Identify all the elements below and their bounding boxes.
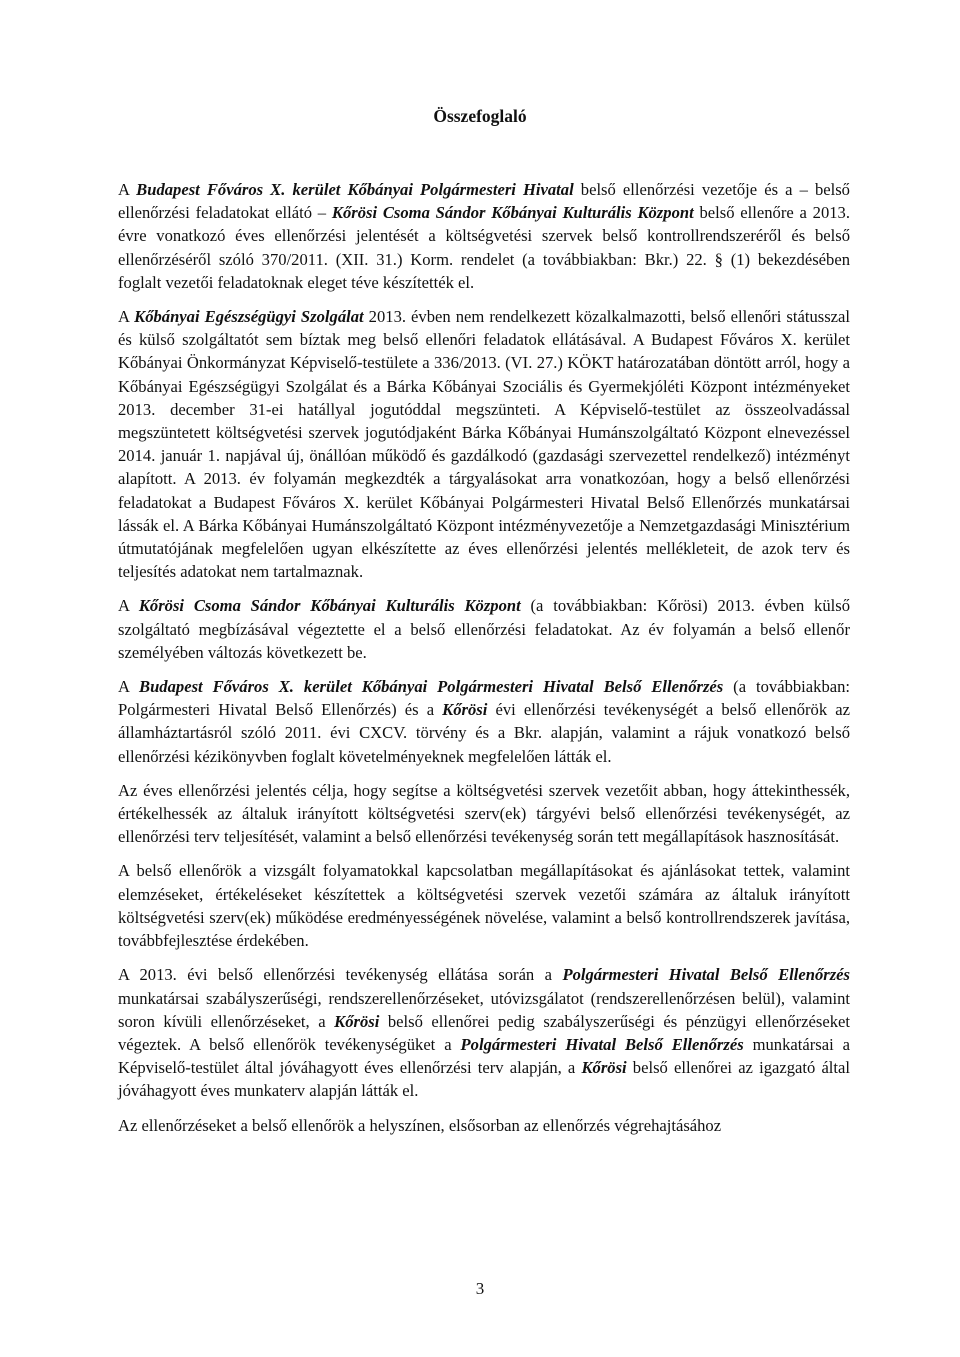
- document-body: [118, 178, 850, 1148]
- body-text: munkatársai a Képviselő-testület által jóváhagyott éves ellenőrzési terv alapján, a: [118, 1034, 850, 1078]
- body-text: A: [118, 677, 140, 697]
- emphasized-text: Kőrösi: [442, 700, 488, 720]
- emphasized-text: Kőrösi: [334, 1011, 380, 1031]
- paragraph-p4: [118, 675, 850, 768]
- paragraph-p8: [118, 1114, 850, 1137]
- paragraph-p2: [118, 305, 850, 583]
- emphasized-text: Kőrösi Csoma Sándor Kőbányai Kulturális Központ: [331, 203, 694, 223]
- body-text: A: [118, 180, 137, 199]
- emphasized-text: Kőrösi: [581, 1058, 627, 1078]
- body-text: évi ellenőrzési tevékenységét a belső ellenőrök az államháztartásról szóló 2011. évi CXCV. törvény és a Bkr. alapján, valamint a rájuk vonatkozó belső ellenőrzési kézikönyvben foglalt követelményeknek megfelelően látták el.: [118, 700, 850, 766]
- emphasized-text: Kőbányai Egészségügyi Szolgálat: [134, 307, 364, 327]
- paragraph-p6: [118, 859, 850, 952]
- paragraph-p1: [118, 178, 850, 294]
- body-text: A: [118, 307, 135, 327]
- page-title: Összefoglaló: [433, 106, 527, 126]
- body-text: belső ellenőrzési vezetője és a – belső ellenőrzési feladatokat ellátó –: [118, 180, 850, 223]
- paragraph-p5: [118, 779, 850, 849]
- body-text: Az éves ellenőrzési jelentés célja, hogy segítse a költségvetési szervek vezetőit abban, hogy áttekinthessék, értékelhessék az általuk irányított költségvetési szerv(ek) tárgyévi belső ellenőrzési tevékenységét, az ellenőrzési terv teljesítését, valamint a belső ellenőrzési tevékenység során tett megállapítások hasznosítását.: [118, 780, 850, 847]
- emphasized-text: Budapest Főváros X. kerület Kőbányai Polgármesteri Hivatal Belső Ellenőrzés: [139, 677, 724, 697]
- page-number: 3: [475, 1279, 485, 1298]
- emphasized-text: Polgármesteri Hivatal Belső Ellenőrzés: [460, 1034, 744, 1054]
- body-text: (a továbbiakban: Kőrösi) 2013. évben külső szolgáltató megbízásával végeztette el a belső ellenőrzési feladatokat. Az év folyamán a belső ellenőr személyében változás következett be.: [118, 596, 850, 662]
- emphasized-text: Kőrösi Csoma Sándor Kőbányai Kulturális Központ: [138, 596, 521, 616]
- body-text: belső ellenőrei pedig szabályszerűségi és pénzügyi ellenőrzéseket végeztek. A belső ellenőrök tevékenységüket a: [118, 1011, 850, 1054]
- paragraph-p7: [118, 963, 850, 1102]
- body-text: 2013. évben nem rendelkezett közalkalmazotti, belső ellenőri státusszal és külső szolgáltatót sem bíztak meg belső ellenőri feladatok ellátásával. A Budapest Főváros X. kerület Kőbányai Önkormányzat Képviselő-testülete a 336/2013. (VI. 27.) KÖKT határozatában döntött arról, hogy a Kőbányai Egészségügyi Szolgálat és a Bárka Kőbányai Szociális és Gyermekjóléti Központ intézményeket 2013. december 31-ei hatállyal jogutóddal megszünteti. A Képviselő-testület az összeolvadással megszüntetett költségvetési szervek jogutódjaként Bárka Kőbányai Humánszolgáltató Központ elnevezéssel 2014. január 1. napjával új, önállóan működő és gazdálkodó (gazdasági szervezettel rendelkező) intézményt alapított. A 2013. év folyamán megkezdték a tárgyalásokat arra vonatkozóan, hogy a belső ellenőrzési feladatokat a Budapest Főváros X. kerület Kőbányai Polgármesteri Hivatal Belső Ellenőrzés munkatársai lássák el. A Bárka Kőbányai Humánszolgáltató Központ intézményvezetője a Nemzetgazdasági Minisztérium útmutatójának megfelelően ugyan elkészítette az éves ellenőrzési jelentés mellékleteit, de azok terv és teljesítés adatokat nem tartalmaznak.: [118, 307, 850, 582]
- body-text: A belső ellenőrök a vizsgált folyamatokkal kapcsolatban megállapításokat és ajánlásokat tettek, valamint elemzéseket, értékeléseket készítettek a költségvetési szervek vezetői számára az általuk irányított költségvetési szerv(ek) működése eredményességének növelése, valamint a belső kontrollrendszerek javítása, továbbfejlesztése érdekében.: [118, 861, 850, 951]
- body-text: Az ellenőrzéseket a belső ellenőrök a helyszínen, elsősorban az ellenőrzés végrehajtásához: [118, 1115, 722, 1135]
- body-text: belső ellenőre a 2013. évre vonatkozó éves ellenőrzési jelentését a költségvetési szervek belső kontrollrendszeréről és belső ellenőrzéséről szóló 370/2011. (XII. 31.) Korm. rendelet (a továbbiakban: Bkr.) 22. § (1) bekezdésében foglalt vezetői feladatoknak eleget téve készítették el.: [118, 203, 850, 292]
- body-text: A 2013. évi belső ellenőrzési tevékenység ellátása során a: [118, 965, 563, 985]
- emphasized-text: Budapest Főváros X. kerület Kőbányai Polgármesteri Hivatal: [136, 180, 574, 199]
- body-text: (a továbbiakban: Polgármesteri Hivatal Belső Ellenőrzés) és a: [118, 677, 851, 720]
- emphasized-text: Polgármesteri Hivatal Belső Ellenőrzés: [562, 965, 850, 985]
- body-text: munkatársai szabályszerűségi, rendszerellenőrzéseket, utóvizsgálatot (rendszerellenőrzésen belül), valamint soron kívüli ellenőrzéseket, a: [118, 988, 850, 1031]
- paragraph-p3: [118, 594, 850, 664]
- body-text: A: [118, 596, 139, 616]
- body-text: belső ellenőrei az igazgató által jóváhagyott éves munkaterv alapján látták el.: [118, 1058, 851, 1101]
